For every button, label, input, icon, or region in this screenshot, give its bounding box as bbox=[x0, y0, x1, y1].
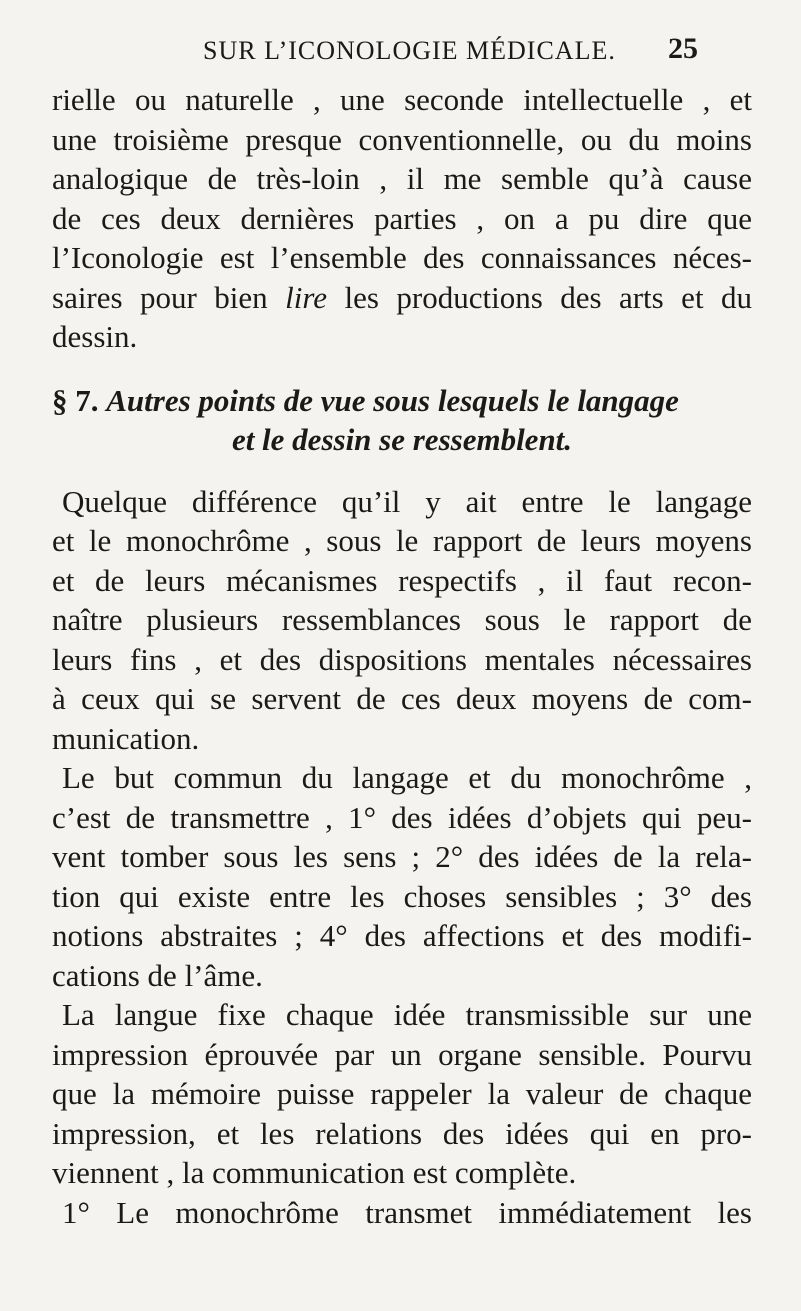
section-number: § 7. bbox=[52, 382, 99, 418]
text-line: 1° Le monochrôme transmet immédiatement les bbox=[62, 1194, 752, 1230]
text-line: que la mémoire puisse rappeler la valeur de chaque bbox=[52, 1076, 752, 1111]
paragraph bbox=[52, 1193, 752, 1233]
section-heading-line bbox=[52, 381, 752, 421]
text-line: c’est de transmettre , 1° des idées d’objets qui peu- bbox=[52, 799, 752, 835]
text-line: l’Iconologie est l’ensemble des connaissances néces- bbox=[52, 240, 752, 275]
text-fragment: les productions des arts et du bbox=[327, 279, 753, 315]
text-line: naître plusieurs ressemblances sous le rapport de bbox=[52, 602, 752, 637]
page-number: 25 bbox=[668, 32, 698, 65]
section-heading bbox=[52, 381, 752, 460]
body-text bbox=[52, 80, 752, 1232]
running-title: SUR L’ICONOLOGIE MÉDICALE. bbox=[203, 36, 616, 65]
text-line-with-italic bbox=[52, 278, 752, 318]
text-line: viennent , la communication est complète. bbox=[52, 1155, 577, 1190]
text-line: Quelque différence qu’il y ait entre le langage bbox=[62, 483, 752, 519]
text-line: impression, et les relations des idées qui en pro- bbox=[52, 1115, 752, 1151]
text-line: et le monochrôme , sous le rapport de leurs moyens bbox=[52, 523, 752, 558]
text-line: tion qui existe entre les choses sensibles ; 3° des bbox=[52, 878, 752, 914]
text-fragment: saires pour bien bbox=[52, 279, 286, 315]
text-line: cations de l’âme. bbox=[52, 957, 263, 993]
paragraph bbox=[52, 482, 752, 759]
text-line: à ceux qui se servent de ces deux moyens de com- bbox=[52, 681, 752, 716]
text-line: de ces deux dernières parties , on a pu dire que bbox=[52, 200, 752, 236]
italic-word: lire bbox=[285, 279, 328, 315]
paragraph bbox=[52, 758, 752, 995]
section-title-line-1: Autres points de vue sous lesquels le langage bbox=[106, 382, 679, 418]
text-line: rielle ou naturelle , une seconde intellectuelle , et bbox=[52, 82, 752, 117]
text-line: dessin. bbox=[52, 319, 138, 354]
text-line: et de leurs mécanismes respectifs , il faut recon- bbox=[52, 562, 752, 598]
text-line: notions abstraites ; 4° des affections et des modifi- bbox=[52, 918, 752, 953]
text-line: munication. bbox=[52, 720, 200, 756]
text-line: impression éprouvée par un organe sensible. Pourvu bbox=[52, 1036, 752, 1072]
spacer bbox=[52, 460, 752, 482]
running-head bbox=[0, 30, 801, 70]
text-line: Le but commun du langage et du monochrôme , bbox=[62, 760, 752, 795]
text-line: La langue fixe chaque idée transmissible sur une bbox=[62, 997, 752, 1032]
paragraph-intro bbox=[52, 80, 752, 357]
text-line: une troisième presque conventionnelle, ou du moins bbox=[52, 121, 752, 157]
text-line: analogique de très-loin , il me semble qu’à cause bbox=[52, 161, 752, 196]
section-title-line-2: et le dessin se ressemblent. bbox=[231, 422, 573, 457]
text-line: vent tomber sous les sens ; 2° des idées de la rela- bbox=[52, 839, 752, 874]
text-line: leurs fins , et des dispositions mentales nécessaires bbox=[52, 641, 752, 677]
paragraph bbox=[52, 995, 752, 1193]
